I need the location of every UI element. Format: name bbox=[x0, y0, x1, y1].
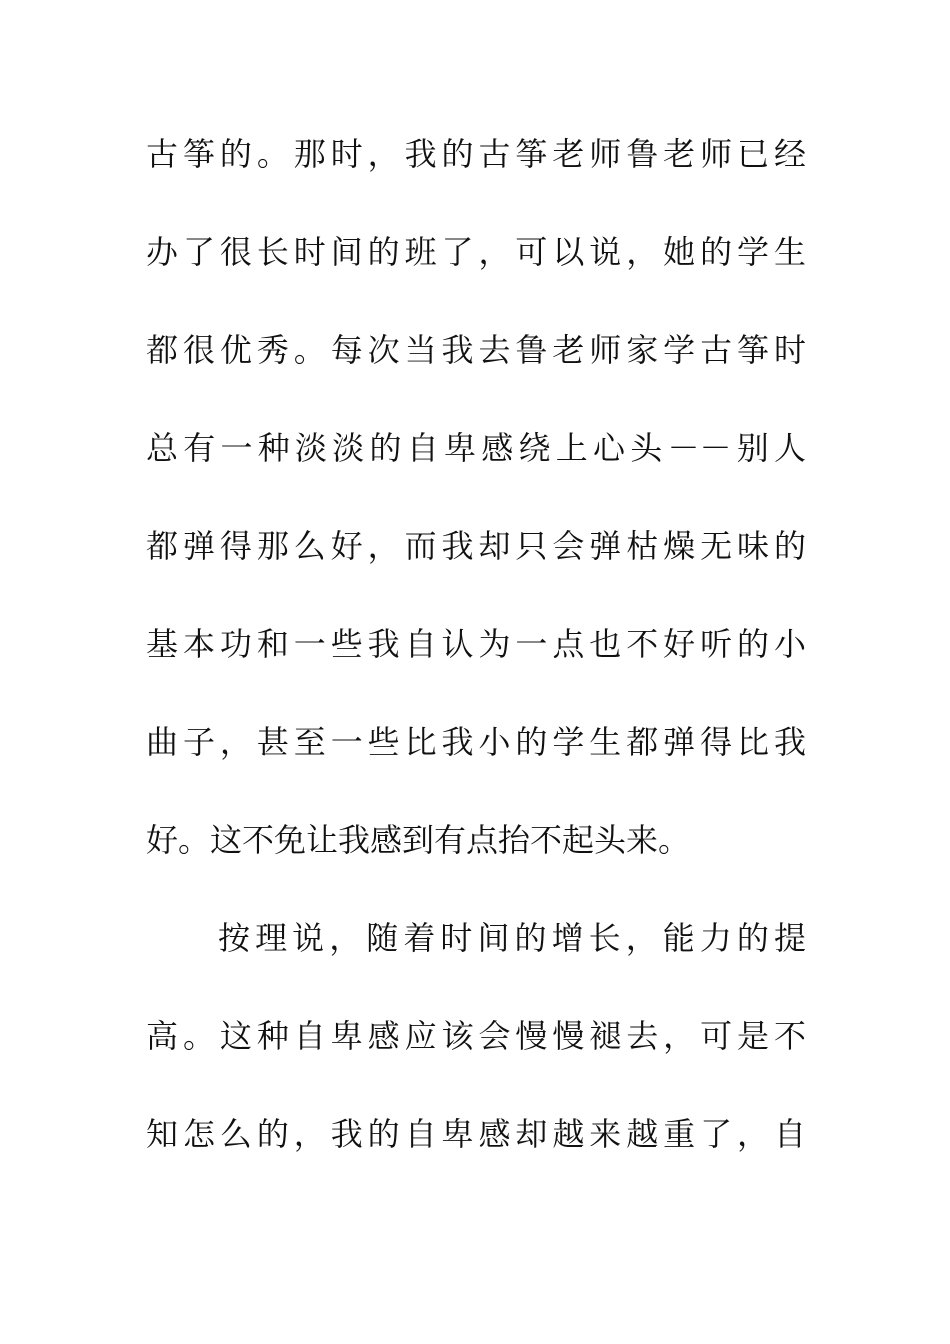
text-line: 办了很长时间的班了，可以说，她的学生 bbox=[146, 233, 806, 271]
text-line: 基本功和一些我自认为一点也不好听的小 bbox=[146, 625, 806, 663]
text-line: 都很优秀。每次当我去鲁老师家学古筝时 bbox=[146, 331, 806, 369]
paragraph-first-line: 按理说，随着时间的增长，能力的提 bbox=[218, 919, 806, 957]
text-line: 好。这不免让我感到有点抬不起头来。 bbox=[146, 821, 691, 859]
text-line: 高。这种自卑感应该会慢慢褪去，可是不 bbox=[146, 1017, 806, 1055]
text-line: 古筝的。那时，我的古筝老师鲁老师已经 bbox=[146, 135, 806, 173]
text-line: 都弹得那么好，而我却只会弹枯燥无味的 bbox=[146, 527, 806, 565]
text-line: 总有一种淡淡的自卑感绕上心头－－别人 bbox=[146, 429, 806, 467]
text-line: 知怎么的，我的自卑感却越来越重了，自 bbox=[146, 1115, 806, 1153]
text-line: 曲子，甚至一些比我小的学生都弹得比我 bbox=[146, 723, 806, 761]
